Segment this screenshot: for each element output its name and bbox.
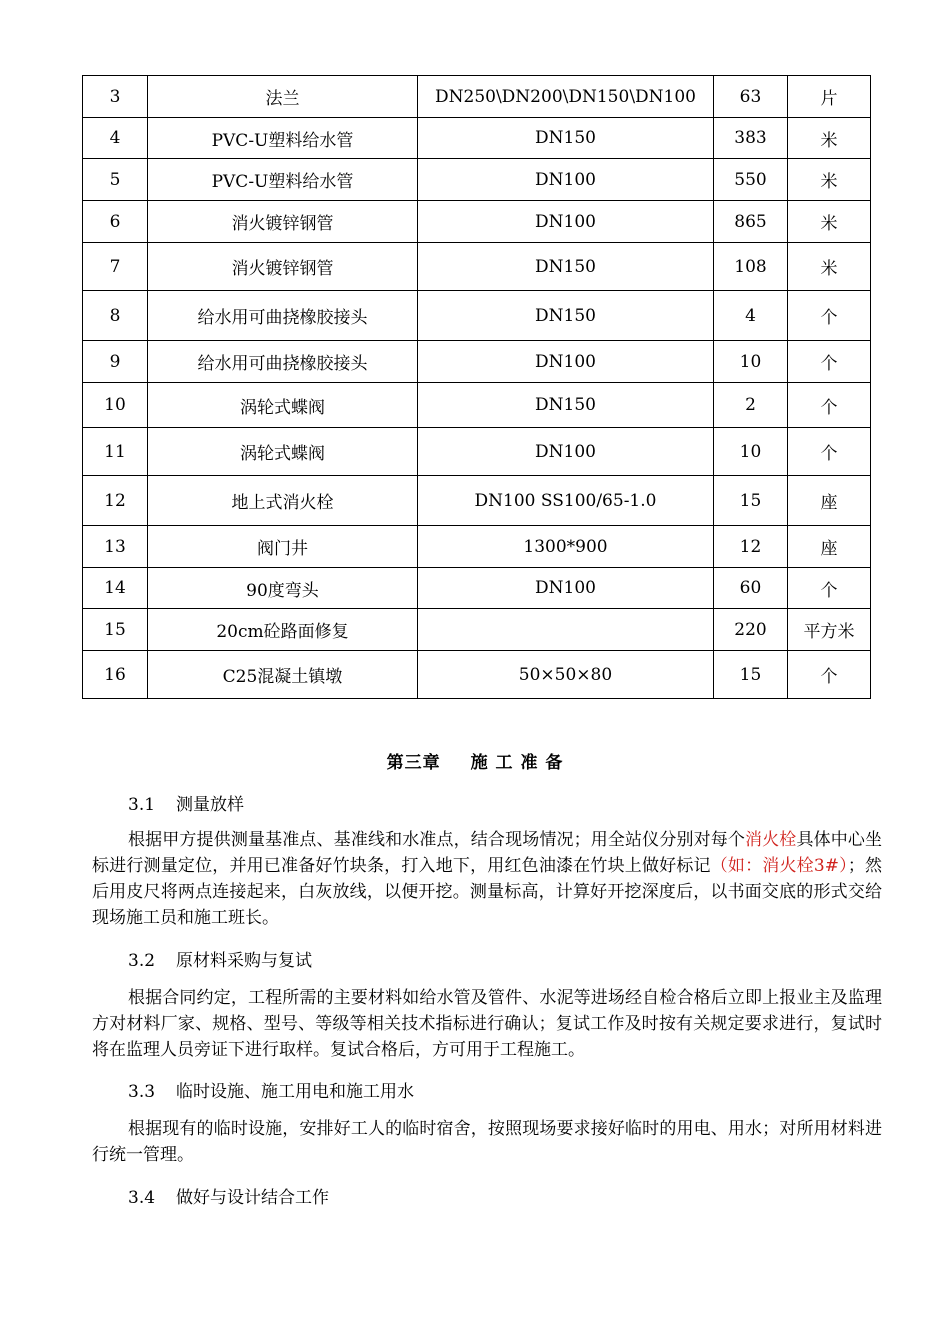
row-number: 8 <box>83 291 148 341</box>
section-number: 3.1 <box>128 795 156 815</box>
material-unit: 片 <box>788 76 871 118</box>
material-unit: 米 <box>788 159 871 201</box>
material-unit: 个 <box>788 291 871 341</box>
material-name: PVC-U塑料给水管 <box>148 159 418 201</box>
material-spec: DN150 <box>418 118 714 159</box>
section-paragraph-3-2: 根据合同约定，工程所需的主要材料如给水管及管件、水泥等进场经自检合格后立即上报业主及监理方对材料厂家、规格、型号、等级等相关技术指标进行确认；复试工作及时按有关规定要求进行，复试时将在监理人员旁证下进行取样。复试合格后，方可用于工程施工。 <box>92 988 882 1060</box>
material-unit: 座 <box>788 476 871 526</box>
material-quantity: 550 <box>714 159 788 201</box>
material-spec: 50×50×80 <box>418 651 714 699</box>
material-unit: 米 <box>788 243 871 291</box>
material-unit: 座 <box>788 526 871 568</box>
highlight-text: （如：消火栓3#） <box>710 856 848 876</box>
table-row <box>83 476 871 526</box>
material-spec: DN100 SS100/65-1.0 <box>418 476 714 526</box>
material-unit: 个 <box>788 568 871 609</box>
section-title: 测量放样 <box>176 795 244 815</box>
section-number: 3.3 <box>128 1082 156 1102</box>
materials-table <box>82 75 871 699</box>
highlight-text: 消火栓 <box>745 830 797 850</box>
table-row <box>83 159 871 201</box>
table-row <box>83 526 871 568</box>
material-quantity: 383 <box>714 118 788 159</box>
material-name: 90度弯头 <box>148 568 418 609</box>
row-number: 9 <box>83 341 148 383</box>
material-spec: DN100 <box>418 201 714 243</box>
section-number: 3.4 <box>128 1188 156 1208</box>
section-heading-3-1 <box>128 790 244 815</box>
material-unit: 米 <box>788 118 871 159</box>
chapter-label: 第三章 <box>386 753 441 773</box>
material-spec: DN100 <box>418 568 714 609</box>
paragraph-text: 根据甲方提供测量基准点、基准线和水准点，结合现场情况；用全站仪分别对每个 <box>128 830 746 850</box>
table-row <box>83 428 871 476</box>
material-spec: DN150 <box>418 291 714 341</box>
material-spec: 1300*900 <box>418 526 714 568</box>
material-spec: DN250\DN200\DN150\DN100 <box>418 76 714 118</box>
row-number: 13 <box>83 526 148 568</box>
table-row <box>83 341 871 383</box>
material-name: 给水用可曲挠橡胶接头 <box>148 341 418 383</box>
material-spec: DN100 <box>418 341 714 383</box>
table-row <box>83 383 871 428</box>
material-unit: 个 <box>788 383 871 428</box>
row-number: 11 <box>83 428 148 476</box>
row-number: 5 <box>83 159 148 201</box>
paragraph-text: 具体中心坐标进行测量定位，并用已准备好竹块条，打入地下，用红色油漆在竹块上做好标记 <box>92 830 883 876</box>
material-name: 法兰 <box>148 76 418 118</box>
material-quantity: 865 <box>714 201 788 243</box>
table-row <box>83 609 871 651</box>
section-title: 临时设施、施工用电和施工用水 <box>176 1082 414 1102</box>
section-heading-3-2 <box>128 946 312 971</box>
material-name: 涡轮式蝶阀 <box>148 383 418 428</box>
material-spec: DN150 <box>418 243 714 291</box>
chapter-heading: 施 工 准 备 <box>470 753 564 773</box>
section-paragraph-3-1 <box>92 827 882 931</box>
section-title: 做好与设计结合工作 <box>176 1188 329 1208</box>
material-name: 地上式消火栓 <box>148 476 418 526</box>
material-name: 消火镀锌钢管 <box>148 243 418 291</box>
row-number: 14 <box>83 568 148 609</box>
material-unit: 个 <box>788 428 871 476</box>
material-name: 涡轮式蝶阀 <box>148 428 418 476</box>
section-heading-3-4 <box>128 1183 329 1208</box>
table-row <box>83 651 871 699</box>
material-spec: DN100 <box>418 159 714 201</box>
material-name: 20cm砼路面修复 <box>148 609 418 651</box>
material-name: 阀门井 <box>148 526 418 568</box>
table-row <box>83 201 871 243</box>
row-number: 15 <box>83 609 148 651</box>
table-row <box>83 568 871 609</box>
material-quantity: 2 <box>714 383 788 428</box>
material-unit: 个 <box>788 651 871 699</box>
material-quantity: 60 <box>714 568 788 609</box>
material-name: 给水用可曲挠橡胶接头 <box>148 291 418 341</box>
chapter-title <box>0 748 950 773</box>
table-row <box>83 118 871 159</box>
material-quantity: 108 <box>714 243 788 291</box>
paragraph-text: ；然后用皮尺将两点连接起来，白灰放线，以便开挖。测量标高，计算好开挖深度后，以书面交底的形式交给现场施工员和施工班长。 <box>92 856 882 928</box>
table-row <box>83 76 871 118</box>
row-number: 3 <box>83 76 148 118</box>
material-quantity: 10 <box>714 428 788 476</box>
material-unit: 平方米 <box>788 609 871 651</box>
material-name: PVC-U塑料给水管 <box>148 118 418 159</box>
material-spec <box>418 609 714 651</box>
section-number: 3.2 <box>128 951 156 971</box>
material-quantity: 15 <box>714 651 788 699</box>
material-quantity: 15 <box>714 476 788 526</box>
material-unit: 个 <box>788 341 871 383</box>
section-title: 原材料采购与复试 <box>176 951 312 971</box>
material-quantity: 220 <box>714 609 788 651</box>
section-heading-3-3 <box>128 1077 414 1102</box>
material-spec: DN100 <box>418 428 714 476</box>
row-number: 10 <box>83 383 148 428</box>
material-name: 消火镀锌钢管 <box>148 201 418 243</box>
table-row <box>83 243 871 291</box>
section-paragraph-3-3: 根据现有的临时设施，安排好工人的临时宿舍，按照现场要求接好临时的用电、用水；对所用材料进行统一管理。 <box>92 1119 882 1165</box>
material-quantity: 12 <box>714 526 788 568</box>
material-quantity: 4 <box>714 291 788 341</box>
table-row <box>83 291 871 341</box>
material-name: C25混凝土镇墩 <box>148 651 418 699</box>
row-number: 12 <box>83 476 148 526</box>
row-number: 16 <box>83 651 148 699</box>
material-quantity: 63 <box>714 76 788 118</box>
row-number: 7 <box>83 243 148 291</box>
material-quantity: 10 <box>714 341 788 383</box>
material-unit: 米 <box>788 201 871 243</box>
row-number: 6 <box>83 201 148 243</box>
row-number: 4 <box>83 118 148 159</box>
material-spec: DN150 <box>418 383 714 428</box>
